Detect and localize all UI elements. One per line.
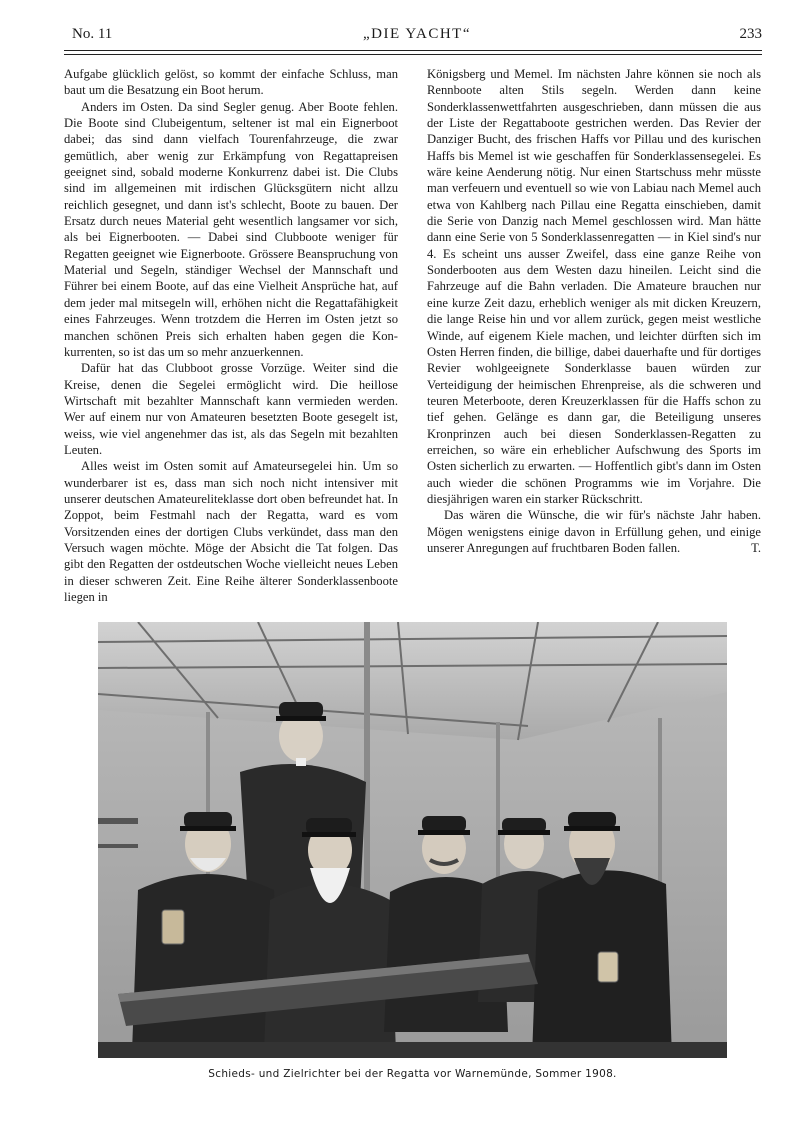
paragraph: Königsberg und Memel. Im nächsten Jahre können sie noch als Rennboote alten Stils segeln. Werden dann keine Sonderklassenwettfahrten ausgeschrieben, dann müssen die aus der Liste der Regattaboote gestrichen werden. Das Revier der Danziger Bucht, des frischen Haffs vor Pillau und des kurischen Haffs bis Memel ist wie geschaffen für Sonderklassensegelei. Es wäre keine Aenderung nötig. Nur einen Startschuss mehr müsste man verfeuern und eventuell so wie von Labiau nach Memel auch etwa von Kahlberg nach Pillau eine Regatta einschieben, damit die Serie von Danzig nach Memel geschlossen wird. Man hätte dann eine Serie von 5 Sonderklassenregatten — in Kiel sind's nur 4. Es scheint uns ausser Zweifel, dass eine ganze Reihe von Sonderbooten aus dem Westen dazu hineilen. Leicht sind die Fahrzeuge auf die Bahn verladen. Die Amateure brauchen nur eine kurze Zeit dazu, erheblich weniger als mit dicken Kreuzern, die lange Reise hin und vor allem zurück, gegen meist westliche Winde, auf eigenem Kiele machen, und leichter dürften sich im Osten Herren finden, die billige, dabei dauerhafte und für dortiges Revier wohlgeeignete Sonderklasse bauen würden zur Verteidigung der heimischen Ehrenpreise, als die schweren und teuren Meterboote, deren Kreuzerklassen für die Haffs schon zu tief gehen. Gelänge es dann gar, die Beteiligung unseres Kronprinzen auch bei diesen Sonderklassen-Regatten zu erreichen, so wäre ein erheblicher Aufschwung des Sports im Osten sicherlich zu erwarten. — Hoffentlich gibt's dann im Osten auch wieder die schönen Programms wie im Vorjahre. Die diesjährigen waren ein starker Rückschritt. <box>427 67 761 506</box>
group-photo-illustration <box>98 622 727 1058</box>
text-column-left <box>64 66 398 605</box>
page-header <box>72 26 762 48</box>
author-signature: T. <box>751 541 761 556</box>
page-number: 233 <box>739 26 762 42</box>
issue-number: No. 11 <box>72 26 113 42</box>
header-rule-top <box>64 50 762 51</box>
paragraph: Das wären die Wünsche, die wir für's nächste Jahr haben. Mögen wenigstens einige davon in Erfüllung gehen, und einige unserer Anregungen auf fruchtbaren Boden fallen. <box>427 508 761 555</box>
paragraph: Dafür hat das Clubboot grosse Vorzüge. Weiter sind die Kreise, denen die Segelei ermöglicht wird. Die heillose Wirtschaft mit bezahlter Mannschaft kann vermieden werden. Wer auf einem nur von Amateuren besetzten Boote gesegelt ist, weiss, wie viel angenehmer das ist, als das Segeln mit bezahlten Leuten. <box>64 361 398 457</box>
group-photo <box>98 622 727 1058</box>
paragraph: Alles weist im Osten somit auf Amateursegelei hin. Um so wunderbarer ist es, dass man sich noch nicht intensiver mit unserer deutschen Amateureliteklasse dort oben befreundet hat. In Zoppot, beim Festmahl nach der Regatta, ward es vom Vorsitzenden eines der dortigen Clubs verkündet, dass man den Versuch wagen möchte. Möge der Absicht die Tat folgen. Das gibt den Regatten der ostdeutschen Woche vielleicht neues Leben in dieser schweren Zeit. Eine Reihe älterer Sonderklassenboote liegen in <box>64 459 398 604</box>
header-rule-bottom <box>64 54 762 55</box>
journal-title: „DIE YACHT“ <box>362 26 471 42</box>
paragraph: Aufgabe glücklich gelöst, so kommt der einfache Schluss, man baut um die Besatzung ein Boot herum. <box>64 67 398 98</box>
paragraph: Anders im Osten. Da sind Segler genug. Aber Boote fehlen. Die Boote sind Clubeigentum, seltener ist mal ein Eignerboot dabei; das sind dann vielfach Tourenfahrzeuge, die zwar gemütlich, aber wenig zur Erkämpfung von Regattapreisen geeignet sind, sobald moderne Konkurrenz dabei ist. Die Clubs sind im allgemeinen mit irdischen Glücksgütern nicht allzu reichlich gesegnet, und dann ist's schlecht, Boote zu bauen. Der Ersatz durch neues Material geht wesentlich langsamer vor sich, als bei Eignerbooten. — Dabei sind Clubboote weniger für Regatten geeignet wie Eignerboote. Grössere Beanspruchung von Material und Segeln, ständiger Wechsel der Mannschaft und Führer bei einem Boote, auf das eine Vielheit Ansprüche hat, auf dem jeder mal mitsegeln will, erhöhen nicht die Regattafähigkeit eines Fahrzeuges. Wenn trotzdem die Herren im Osten jetzt so manchen schönen Preis sich erhalten haben gegen die Konkurrenten, so ist das um so mehr anzuerkennen. <box>64 99 398 359</box>
photo-caption: Schieds- und Zielrichter bei der Regatta vor Warnemünde, Sommer 1908. <box>208 1068 617 1080</box>
text-column-right <box>427 66 761 557</box>
